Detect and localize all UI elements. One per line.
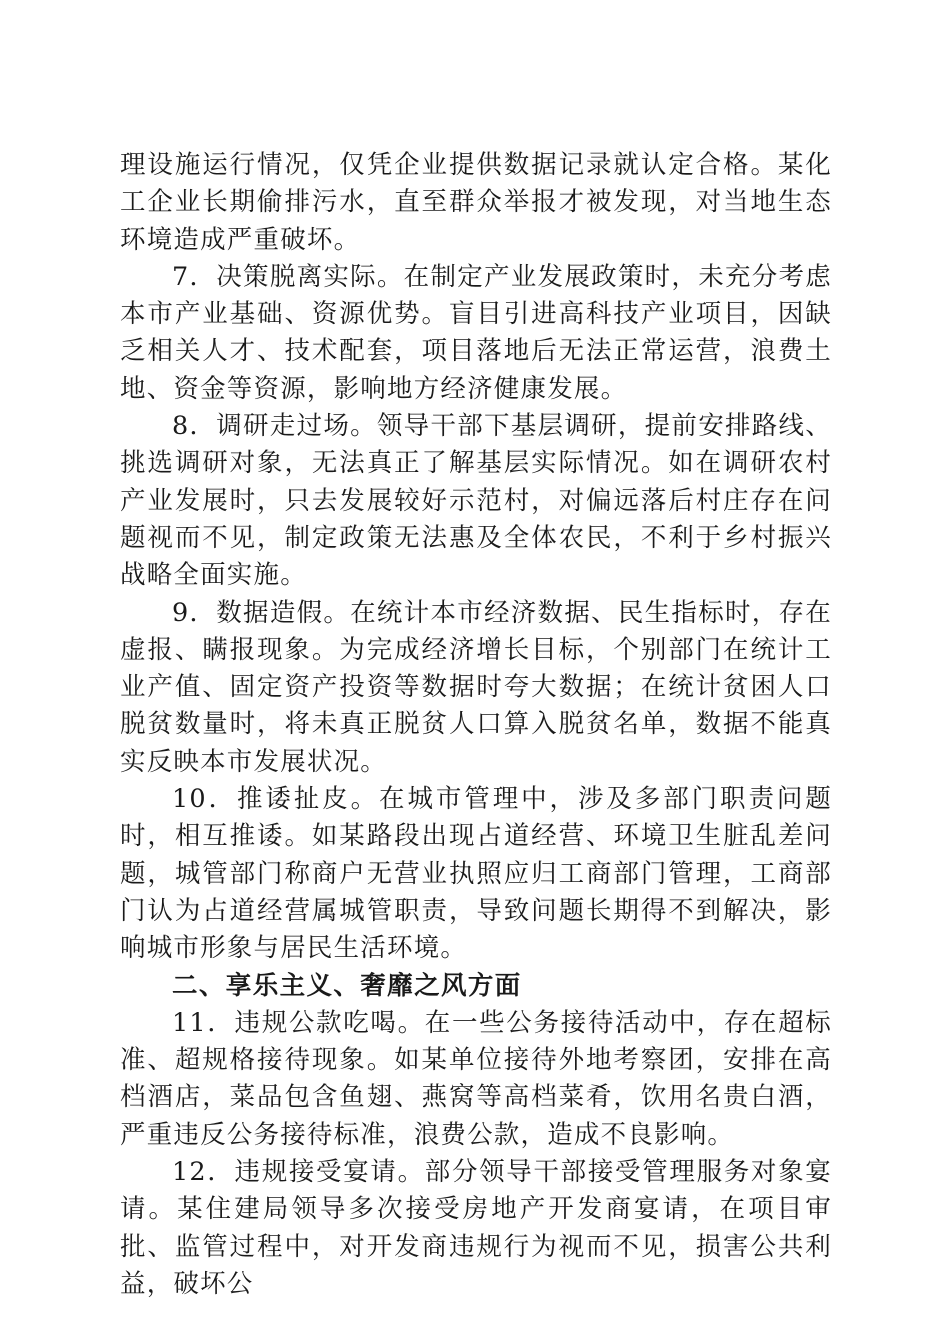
- document-page: [120, 147, 832, 1303]
- section-heading: 二、享乐主义、奢靡之风方面: [172, 970, 522, 1001]
- paragraph-item-8: 8．调研走过场。领导干部下基层调研，提前安排路线、挑选调研对象，无法真正了解基层实际情况。如在调研农村产业发展时，只去发展较好示范村，对偏远落后村庄存在问题视而不见，制定政策无法惠及全体农民，不利于乡村振兴战略全面实施。: [120, 411, 832, 591]
- paragraph-item-12: 12．违规接受宴请。部分领导干部接受管理服务对象宴请。某住建局领导多次接受房地产开发商宴请，在项目审批、监管过程中，对开发商违规行为视而不见，损害公共利益，破坏公: [120, 1157, 832, 1299]
- paragraph-item-10: 10．推诿扯皮。在城市管理中，涉及多部门职责问题时，相互推诿。如某路段出现占道经营、环境卫生脏乱差问题，城管部门称商户无营业执照应归工商部门管理，工商部门认为占道经营属城管职责，导致问题长期得不到解决，影响城市形象与居民生活环境。: [120, 784, 832, 964]
- paragraph-item-7: 7．决策脱离实际。在制定产业发展政策时，未充分考虑本市产业基础、资源优势。盲目引进高科技产业项目，因缺乏相关人才、技术配套，项目落地后无法正常运营，浪费土地、资金等资源，影响地方经济健康发展。: [120, 261, 832, 404]
- paragraph-continuation: 理设施运行情况，仅凭企业提供数据记录就认定合格。某化工企业长期偷排污水，直至群众举报才被发现，对当地生态环境造成严重破坏。: [120, 150, 832, 255]
- paragraph-item-11: 11．违规公款吃喝。在一些公务接待活动中，存在超标准、超规格接待现象。如某单位接待外地考察团，安排在高档酒店，菜品包含鱼翅、燕窝等高档菜肴，饮用名贵白酒，严重违反公务接待标准，浪费公款，造成不良影响。: [120, 1007, 832, 1150]
- paragraph-item-9: 9．数据造假。在统计本市经济数据、民生指标时，存在虚报、瞒报现象。为完成经济增长目标，个别部门在统计工业产值、固定资产投资等数据时夸大数据；在统计贫困人口脱贫数量时，将未真正脱贫人口算入脱贫名单，数据不能真实反映本市发展状况。: [120, 597, 832, 777]
